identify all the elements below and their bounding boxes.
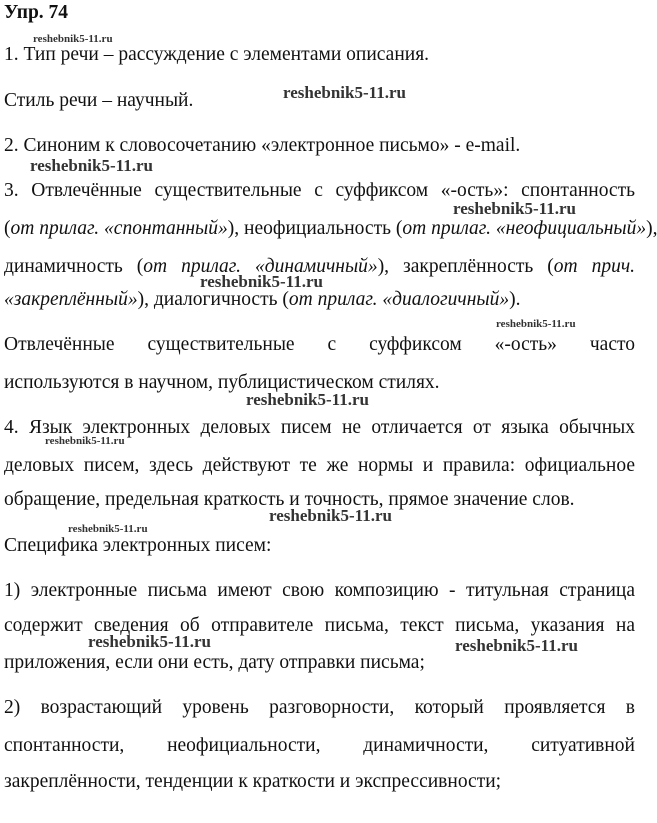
- text-line: 2) возрастающий уровень разговорности, который проявляется в: [4, 697, 635, 718]
- text-line: 1) электронные письма имеют свою композицию - титульная страница: [4, 580, 635, 601]
- text-line: 2. Синоним к словосочетанию «электронное письмо» - e-mail.: [4, 135, 521, 156]
- watermark: reshebnik5-11.ru: [68, 523, 148, 535]
- watermark: reshebnik5-11.ru: [269, 506, 392, 525]
- text-line: содержит сведения об отправителе письма, текст письма, указания на: [4, 615, 635, 636]
- text-line: «закреплённый»), диалогичность (от прилаг. «диалогичный»).: [4, 289, 521, 310]
- text-line: 4. Язык электронных деловых писем не отличается от языка обычных: [4, 417, 635, 438]
- watermark: reshebnik5-11.ru: [88, 632, 211, 651]
- text-line: приложения, если они есть, дату отправки письма;: [4, 652, 425, 673]
- text-line: динамичность (от прилаг. «динамичный»), закреплённость (от прич.: [4, 256, 635, 277]
- text-line: Специфика электронных писем:: [4, 535, 272, 556]
- text-line: Стиль речи – научный.: [4, 90, 194, 111]
- watermark: reshebnik5-11.ru: [246, 390, 369, 409]
- text-line: обращение, предельная краткость и точность, прямое значение слов.: [4, 489, 575, 510]
- text-line: 3. Отвлечённые существительные с суффиксом «-ость»: спонтанность: [4, 180, 635, 201]
- watermark: reshebnik5-11.ru: [283, 83, 406, 102]
- text-line: спонтанности, неофициальности, динамичности, ситуативной: [4, 735, 635, 756]
- watermark: reshebnik5-11.ru: [455, 636, 578, 655]
- text-line: (от прилаг. «спонтанный»), неофициальность (от прилаг. «неофициальный»),: [4, 218, 657, 239]
- watermark: reshebnik5-11.ru: [45, 435, 125, 447]
- watermark: reshebnik5-11.ru: [33, 33, 113, 45]
- watermark: reshebnik5-11.ru: [30, 156, 153, 175]
- watermark: reshebnik5-11.ru: [496, 318, 576, 330]
- exercise-title: Упр. 74: [4, 2, 69, 23]
- text-line: Отвлечённые существительные с суффиксом «-ость» часто: [4, 334, 635, 355]
- text-line: закреплённости, тенденции к краткости и экспрессивности;: [4, 771, 502, 792]
- watermark: reshebnik5-11.ru: [200, 272, 323, 291]
- text-line: деловых писем, здесь действуют те же нормы и правила: официальное: [4, 455, 635, 476]
- text-line: используются в научном, публицистическом стилях.: [4, 372, 440, 393]
- watermark: reshebnik5-11.ru: [453, 199, 576, 218]
- text-line: 1. Тип речи – рассуждение с элементами описания.: [4, 44, 430, 65]
